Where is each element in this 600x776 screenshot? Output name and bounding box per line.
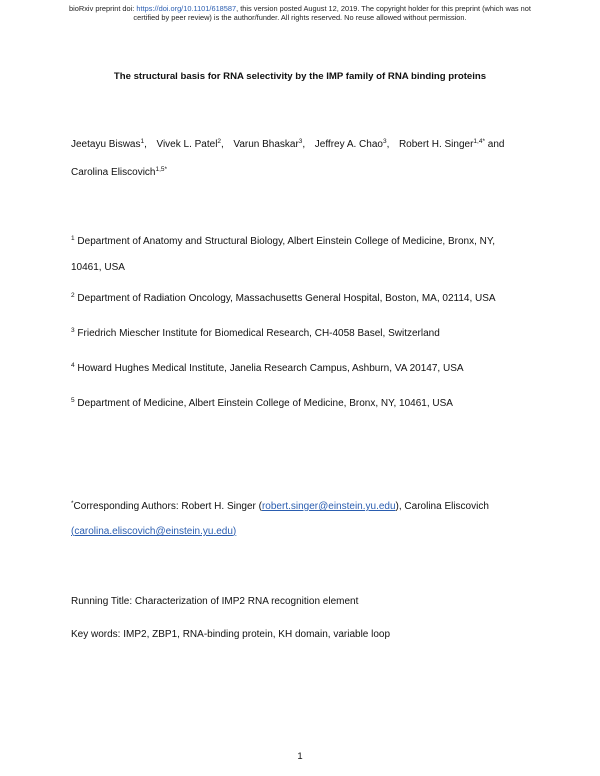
affiliation-number: 4 [71,362,75,369]
affiliation-1-cont: 10461, USA [71,262,125,273]
author-name: Jeffrey A. Chao [314,139,383,150]
author-name: Robert H. Singer [398,139,474,150]
author-name: Jeetayu Biswas [71,139,141,150]
affiliation-number: 3 [71,327,75,334]
corresponding-authors-line-2: (carolina.eliscovich@einstein.yu.edu) [71,526,237,537]
banner-line-1: bioRxiv preprint doi: https://doi.org/10.1101/618587, this version posted August 12, 2019. The copyright holder for this preprint (which was not [69,4,531,13]
affiliation-number: 1 [71,235,75,242]
author-line-1: Jeetayu Biswas$^1$, Vivek L. Patel$^2$, Varun Bhaskar$^3$, Jeffrey A. Chao$^3$, Robert H. Singer$^{1,4*}$ and [71,138,505,150]
affiliation-4: $^4$ Howard Hughes Medical Institute, Janelia Research Campus, Ashburn, VA 20147, USA [71,362,464,374]
author-sup: 3 [382,138,387,145]
affiliation-5: $^5$ Department of Medicine, Albert Einstein College of Medicine, Bronx, NY, 10461, USA [71,397,453,409]
author-sup: 3 [298,138,303,145]
affiliation-number: 2 [71,292,75,299]
page-number: 1 [297,751,303,762]
banner-line-2: certified by peer review) is the author/funder. All rights reserved. No reuse allowed without permission. [133,13,467,22]
corresponding-star: * [71,500,74,507]
author-name: Varun Bhaskar [233,139,299,150]
author-sup: 1 [140,138,145,145]
corresponding-authors-line-1: *Corresponding Authors: Robert H. Singer (robert.singer@einstein.yu.edu), Carolina Eliscovich [71,500,489,512]
affiliation-3: $^3$ Friedrich Miescher Institute for Biomedical Research, CH-4058 Basel, Switzerland [71,327,440,339]
affiliation-number: 5 [71,397,75,404]
affiliation-1: $^1$ Department of Anatomy and Structural Biology, Albert Einstein College of Medicine, Bronx, NY, [71,235,496,247]
author-sup: 2 [217,138,222,145]
author-sup: 1,5* [155,166,168,173]
author-line-2 [71,167,531,179]
keywords: Key words: IMP2, ZBP1, RNA-binding protein, KH domain, variable loop [71,629,391,640]
email-link-singer[interactable]: robert.singer@einstein.yu.edu [261,501,396,512]
author-name: Carolina Eliscovich [71,167,156,178]
running-title: Running Title: Characterization of IMP2 RNA recognition element [71,596,359,607]
author-sup: 1,4* [473,138,485,145]
email-link-eliscovich[interactable]: carolina.eliscovich@einstein.yu.edu [74,526,233,537]
author-name: Vivek L. Patel [156,139,218,150]
affiliation-2: $^2$ Department of Radiation Oncology, Massachusetts General Hospital, Boston, MA, 02114, USA [71,292,496,304]
preprint-banner [0,4,600,22]
doi-link[interactable]: https://doi.org/10.1101/618587 [136,4,237,13]
paper-title: The structural basis for RNA selectivity by the IMP family of RNA binding proteins [113,71,487,82]
